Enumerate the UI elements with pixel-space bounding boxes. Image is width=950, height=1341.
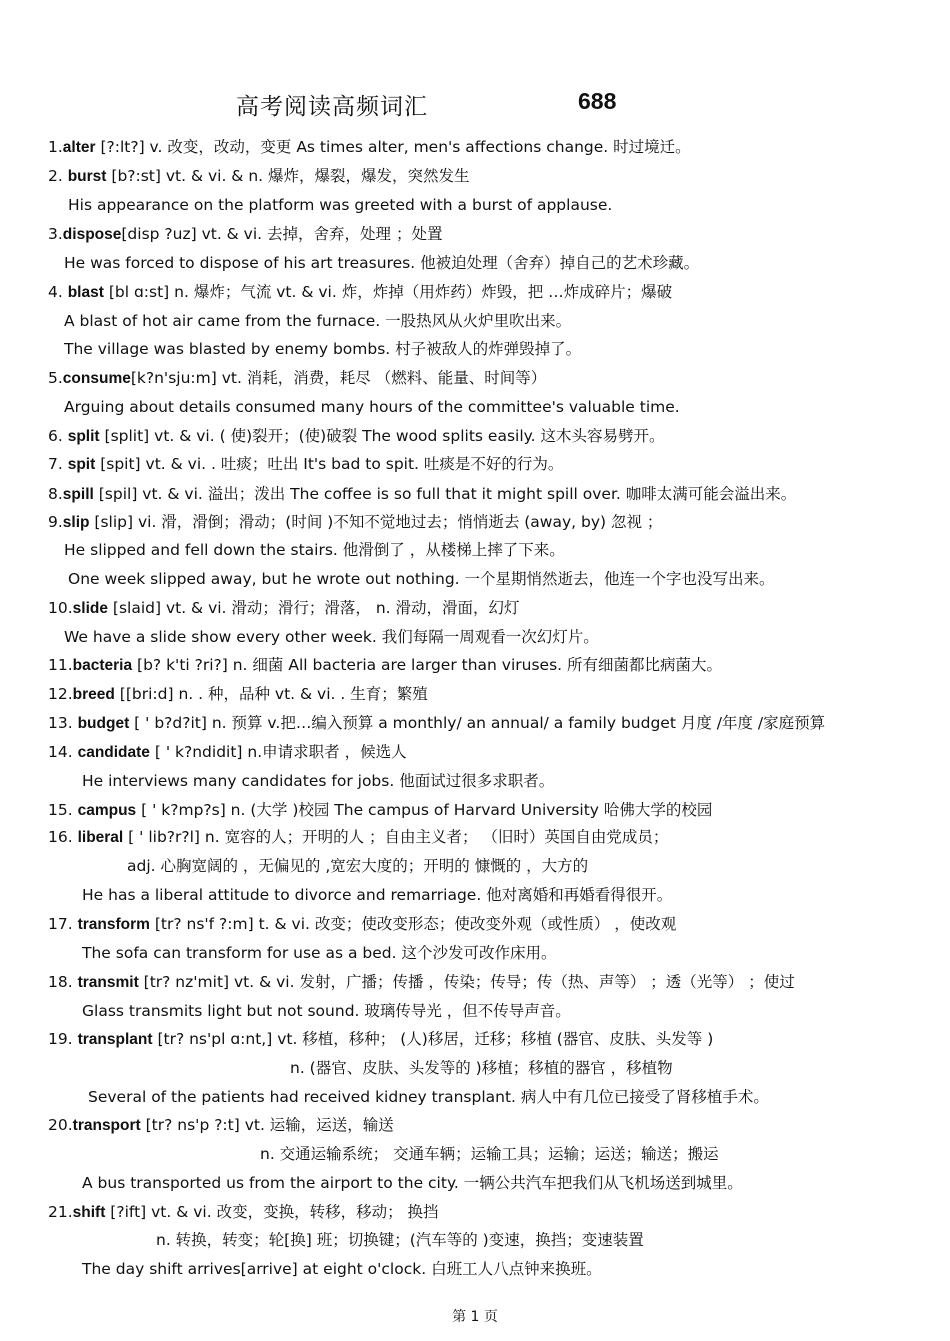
headword: spit: [67, 456, 96, 473]
entry-text: Several of the patients had received kidney transplant. 病人中有几位已接受了肾移植手术。: [88, 1088, 769, 1106]
entry-text: [b? k'ti ?ri?] n. 细菌 All bacteria are larger than viruses. 所有细菌都比病菌大。: [132, 656, 722, 674]
entry-text: 12.: [48, 685, 73, 703]
entry-text: [ ' b?d?it] n. 预算 v.把…编入预算 a monthly/ an annual/ a family budget 月度 /年度 /家庭预算: [129, 714, 826, 732]
entry-text: His appearance on the platform was greeted with a burst of applause.: [68, 196, 613, 214]
entry-text: [tr? ns'p ?:t] vt. 运输，运送，输送: [140, 1116, 394, 1134]
headword: slide: [72, 600, 108, 617]
entry-line: [48, 484, 796, 505]
entry-text: 21.: [48, 1203, 73, 1221]
entry-line: [48, 1202, 439, 1223]
entry-text: He has a liberal attitude to divorce and remarriage. 他对离婚和再婚看得很开。: [82, 886, 673, 904]
entry-line: [48, 914, 676, 935]
headword: candidate: [77, 744, 150, 761]
entry-text: 6.: [48, 427, 68, 445]
entry-text: 1.: [48, 138, 63, 156]
headword: transmit: [77, 974, 139, 991]
headword: budget: [77, 715, 130, 732]
entry-text: Arguing about details consumed many hours of the committee's valuable time.: [64, 398, 680, 416]
entry-text: [bl ɑ:st] n. 爆炸；气流 vt. & vi. 炸，炸掉（用炸药）炸毁，把 …炸成碎片；爆破: [103, 283, 673, 301]
entry-line: [48, 1029, 713, 1050]
headword: consume: [62, 370, 131, 387]
entry-line: [82, 1001, 571, 1021]
entry-text: He was forced to dispose of his art treasures. 他被迫处理（舍弃）掉自己的艺术珍藏。: [64, 254, 700, 272]
page-title: 高考阅读高频词汇: [236, 94, 428, 120]
entry-line: [64, 339, 581, 359]
entry-line: [48, 166, 470, 187]
entry-line: [48, 972, 795, 993]
entry-text: [[bri:d] n. . 种，品种 vt. & vi. . 生育；繁殖: [114, 685, 428, 703]
entry-text: [ ' k?ndidit] n.申请求职者 ，候选人: [149, 743, 407, 761]
entry-text: [k?n'sju:m] vt. 消耗，消费，耗尽 （燃料、能量、时间等）: [130, 369, 547, 387]
entry-line: [48, 368, 546, 389]
entry-line: [48, 137, 691, 158]
entry-line: [48, 426, 664, 447]
entry-text: We have a slide show every other week. 我们每隔一周观看一次幻灯片。: [64, 628, 599, 646]
entry-line: [48, 655, 722, 676]
entry-text: 10.: [48, 599, 73, 617]
headword: blast: [67, 284, 104, 301]
entry-text: 20.: [48, 1116, 73, 1134]
headword: bacteria: [72, 657, 133, 674]
headword: liberal: [77, 829, 124, 846]
entry-text: 19.: [48, 1030, 78, 1048]
entry-line: [48, 827, 668, 848]
headword: breed: [72, 686, 115, 703]
entry-text: [?:lt?] v. 改变，改动，变更: [95, 138, 297, 156]
entry-text: 3.: [48, 225, 63, 243]
entry-text: 17.: [48, 915, 78, 933]
entry-text: 9.: [48, 513, 63, 531]
entry-text: [split] vt. & vi. ( 使)裂开；(使)破裂 The wood splits easily. 这木头容易劈开。: [99, 427, 665, 445]
page-footer: 第 1 页: [452, 1309, 498, 1325]
entry-line: [290, 1058, 673, 1078]
entry-text: [disp ?uz] vt. & vi. 去掉，舍弃，处理 ；处置: [121, 225, 443, 243]
entry-text: [ ' lib?r?l] n. 宽容的人；开明的人 ；自由主义者； （旧时）英国自由党成员；: [123, 828, 669, 846]
entry-text: The day shift arrives[arrive] at eight o'clock. 白班工人八点钟来换班。: [82, 1260, 602, 1278]
headword: burst: [67, 168, 107, 185]
entry-text: A bus transported us from the airport to the city. 一辆公共汽车把我们从飞机场送到城里。: [82, 1174, 743, 1192]
entry-text: n. 交通运输系统； 交通车辆；运输工具；运输；运送；输送；搬运: [260, 1145, 719, 1163]
entry-text: 16.: [48, 828, 78, 846]
headword: transplant: [77, 1031, 153, 1048]
entry-line: [64, 253, 699, 273]
entry-line: [68, 195, 612, 215]
headword: slip: [62, 514, 90, 531]
entry-text: n. (器官、皮肤、头发等的 )移植；移植的器官 ，移植物: [290, 1059, 673, 1077]
entry-text: As times alter, men's affections change. 时过境迁。: [296, 138, 691, 156]
entry-line: [82, 771, 554, 791]
entry-text: 8.: [48, 485, 63, 503]
entry-text: 11.: [48, 656, 73, 674]
entry-text: [tr? nz'mit] vt. & vi. 发射，广播；传播 ，传染；传导；传（热、声等） ；透（光等） ；使过: [138, 973, 795, 991]
entry-line: [64, 540, 565, 560]
entry-line: [48, 512, 662, 533]
page-title-number: 688: [578, 88, 617, 114]
entry-text: [ ' k?mp?s] n. (大学 )校园 The campus of Harvard University 哈佛大学的校园: [136, 801, 713, 819]
entry-line: [48, 224, 442, 245]
entry-text: [b?:st] vt. & vi. & n. 爆炸，爆裂，爆发，突然发生: [106, 167, 470, 185]
headword: spill: [62, 486, 94, 503]
entry-line: [48, 713, 825, 734]
entry-text: [tr? ns'f ?:m] t. & vi. 改变；使改变形态；使改变外观（或性质） ，使改观: [149, 915, 677, 933]
entry-text: [slip] vi. 滑，滑倒；滑动；(时间 )不知不觉地过去；悄悄逝去 (away, by) 忽视 ；: [89, 513, 663, 531]
entry-line: [48, 800, 712, 821]
entry-text: 5.: [48, 369, 63, 387]
entry-line: [64, 397, 680, 417]
entry-text: [spit] vt. & vi. . 吐痰；吐出 It's bad to spit. 吐痰是不好的行为。: [95, 455, 564, 473]
entry-text: Glass transmits light but not sound. 玻璃传导光 ，但不传导声音。: [82, 1002, 571, 1020]
headword: alter: [62, 139, 96, 156]
entry-text: One week slipped away, but he wrote out nothing. 一个星期悄然逝去，他连一个字也没写出来。: [68, 570, 775, 588]
entry-text: [tr? ns'pl ɑ:nt,] vt. 移植，移种； (人)移居，迁移；移植 (器官、皮肤、头发等 ): [152, 1030, 714, 1048]
entry-text: 2.: [48, 167, 68, 185]
entry-line: [48, 598, 520, 619]
entry-line: [48, 742, 407, 763]
entry-text: [spil] vt. & vi. 溢出；泼出 The coffee is so full that it might spill over. 咖啡太满可能会溢出来。: [93, 485, 797, 503]
entry-text: 14.: [48, 743, 78, 761]
entry-line: [82, 943, 556, 963]
entry-text: A blast of hot air came from the furnace. 一股热风从火炉里吹出来。: [64, 312, 572, 330]
entry-line: [64, 627, 599, 647]
entry-line: [68, 569, 775, 589]
entry-line: [48, 684, 428, 705]
entry-text: 4.: [48, 283, 68, 301]
entry-line: [64, 311, 571, 331]
headword: transport: [72, 1117, 141, 1134]
entry-line: [82, 1173, 743, 1193]
entry-text: The sofa can transform for use as a bed. 这个沙发可改作床用。: [82, 944, 557, 962]
headword: dispose: [62, 226, 122, 243]
entry-text: [?ift] vt. & vi. 改变，变换，转移，移动； 换挡: [105, 1203, 439, 1221]
entry-text: 15.: [48, 801, 78, 819]
entry-text: [slaid] vt. & vi. 滑动；滑行；滑落， n. 滑动，滑面，幻灯: [107, 599, 520, 617]
entry-text: He slipped and fell down the stairs. 他滑倒了 ，从楼梯上摔了下来。: [64, 541, 565, 559]
headword: transform: [77, 916, 150, 933]
entry-line: [48, 1115, 394, 1136]
headword: shift: [72, 1204, 106, 1221]
entry-line: [88, 1087, 769, 1107]
entry-line: [82, 885, 672, 905]
entry-text: 18.: [48, 973, 78, 991]
entry-text: 7.: [48, 455, 68, 473]
entry-line: [127, 856, 588, 876]
entry-text: The village was blasted by enemy bombs. 村子被敌人的炸弹毁掉了。: [64, 340, 582, 358]
entry-line: [156, 1230, 644, 1250]
entry-line: [260, 1144, 719, 1164]
entry-line: [82, 1259, 602, 1279]
entry-line: [48, 282, 672, 303]
entry-text: adj. 心胸宽阔的 ，无偏见的 ,宽宏大度的；开明的 慷慨的 ，大方的: [127, 857, 589, 875]
entry-text: 13.: [48, 714, 78, 732]
entry-text: n. 转换，转变；轮[换] 班；切换键；(汽车等的 )变速，换挡；变速装置: [156, 1231, 644, 1249]
entry-text: He interviews many candidates for jobs. 他面试过很多求职者。: [82, 772, 555, 790]
headword: campus: [77, 802, 137, 819]
entry-line: [48, 454, 563, 475]
headword: split: [67, 428, 100, 445]
